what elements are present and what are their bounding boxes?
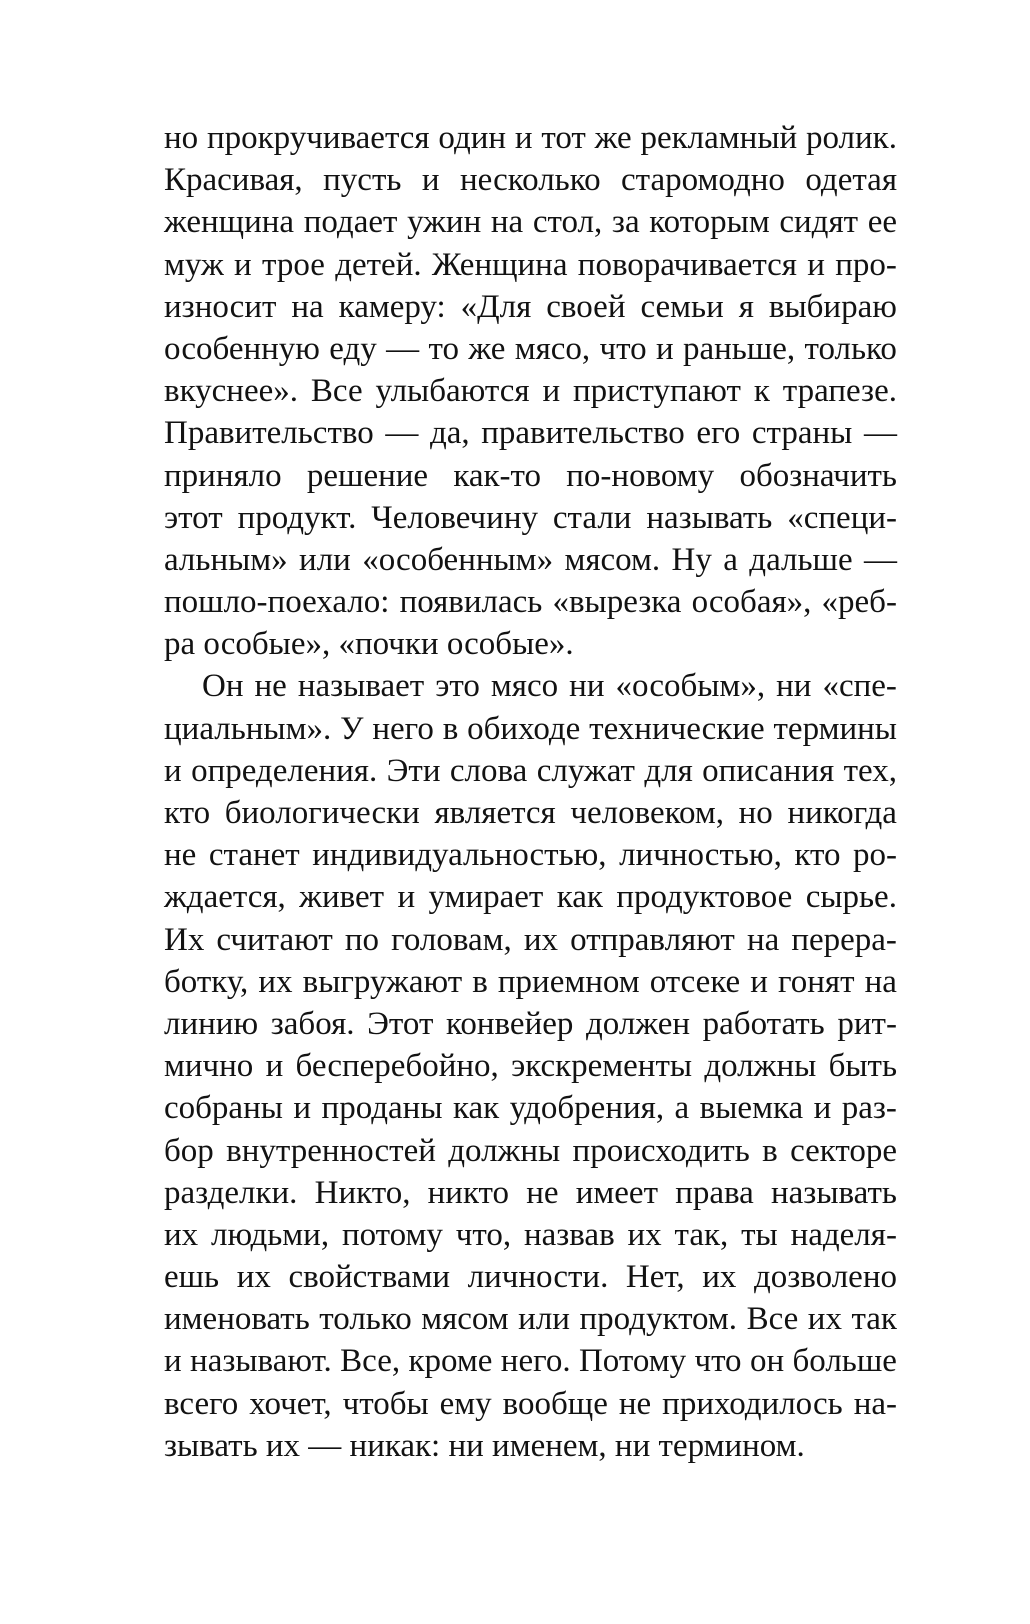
- word: в: [472, 963, 488, 1000]
- word: называют.: [190, 1343, 332, 1380]
- paragraph: [164, 665, 897, 1467]
- word: в: [442, 710, 459, 747]
- word: Все: [310, 373, 363, 410]
- word: проданы: [321, 1090, 443, 1127]
- word: происходить: [572, 1132, 750, 1169]
- word: только: [804, 330, 897, 367]
- word: мясо: [490, 668, 559, 705]
- word: «особым»,: [615, 668, 766, 705]
- word: выемка: [699, 1090, 804, 1127]
- word: износит: [164, 288, 277, 325]
- word: него: [372, 710, 434, 747]
- word: то: [428, 330, 459, 367]
- word: сырье.: [805, 879, 897, 916]
- word: мясом: [421, 1301, 509, 1338]
- word: муж: [164, 246, 224, 283]
- word: ее: [867, 204, 897, 241]
- word: потому: [341, 1216, 443, 1253]
- word: продуктом.: [579, 1301, 738, 1338]
- text-line: [164, 876, 897, 918]
- text-line: [164, 455, 897, 497]
- word: ни: [569, 668, 605, 705]
- word: чтобы: [342, 1385, 429, 1422]
- word: и: [164, 752, 182, 789]
- word: определения.: [191, 752, 378, 789]
- word: альным»: [164, 541, 288, 578]
- word: за: [611, 204, 640, 241]
- word: ешь: [164, 1259, 220, 1296]
- word: работать: [702, 1005, 825, 1042]
- word: продуктовое: [616, 879, 793, 916]
- word: продукт.: [237, 499, 357, 536]
- word: «спе-: [822, 668, 897, 705]
- word: является: [434, 795, 556, 831]
- word: же: [594, 120, 632, 156]
- word: один: [438, 120, 507, 156]
- word: и: [164, 1343, 182, 1380]
- word: человеком,: [570, 795, 724, 831]
- word: Ну: [671, 541, 712, 578]
- word: и: [234, 246, 252, 283]
- word: удобрения,: [509, 1090, 665, 1127]
- word: Все,: [340, 1343, 401, 1380]
- word: дозволено: [753, 1259, 897, 1296]
- word: поворачивается: [577, 246, 797, 283]
- word: подает: [303, 204, 398, 241]
- word: или: [518, 1301, 570, 1338]
- word: и: [542, 373, 561, 410]
- word: мясом.: [564, 541, 661, 578]
- word: женщина: [164, 204, 295, 241]
- word: должны: [704, 1048, 817, 1085]
- word: ро-: [852, 837, 897, 874]
- word: камеру:: [338, 288, 446, 325]
- word: ты: [741, 1216, 778, 1253]
- word: приступают: [573, 373, 741, 410]
- word: конвейер: [446, 1005, 574, 1042]
- text-line: [164, 117, 897, 159]
- word: называет: [297, 668, 425, 705]
- text-line: [164, 1130, 897, 1172]
- word: что,: [455, 1216, 512, 1253]
- word: не: [254, 668, 287, 705]
- word: трое: [262, 246, 325, 283]
- text-line: [164, 539, 897, 581]
- word: в: [762, 1132, 778, 1169]
- word: своей: [546, 288, 626, 325]
- word: секторе: [790, 1132, 897, 1169]
- word: никто: [427, 1174, 510, 1211]
- word: только: [319, 1301, 412, 1338]
- word: наделя-: [790, 1216, 897, 1253]
- text-line: [164, 961, 897, 1003]
- word: особенную: [164, 330, 320, 367]
- word: его: [696, 415, 741, 452]
- word: к: [753, 373, 770, 410]
- word: «особенным»: [362, 541, 554, 578]
- word: семьи: [640, 288, 724, 325]
- text-line: [164, 328, 897, 370]
- word: термины: [773, 710, 897, 747]
- word: старомодно: [621, 162, 785, 199]
- word: должен: [586, 1005, 691, 1042]
- text-line: зывать их — никак: ни именем, ни термином.: [164, 1427, 805, 1464]
- word: на: [746, 921, 780, 958]
- word: стали: [552, 499, 632, 536]
- word: головам,: [391, 921, 512, 958]
- word: экскременты: [511, 1048, 693, 1085]
- word: детей.: [335, 246, 422, 283]
- word: их: [807, 1301, 842, 1338]
- word: индивидуальностью,: [312, 837, 607, 874]
- word: их: [627, 1216, 662, 1253]
- word: описания: [702, 752, 835, 789]
- word: а: [674, 1090, 690, 1127]
- word: так: [851, 1301, 897, 1338]
- word: личностью,: [619, 837, 782, 874]
- word: биологически: [224, 795, 420, 831]
- word: на: [490, 204, 524, 241]
- word: имеет: [575, 1174, 658, 1211]
- word: приемном: [497, 963, 640, 1000]
- word: мично: [164, 1048, 254, 1085]
- word: —: [386, 330, 420, 367]
- word: кто: [164, 795, 211, 831]
- text-line: [164, 1256, 897, 1298]
- word: людьми,: [211, 1216, 330, 1253]
- word: Нет,: [625, 1259, 685, 1296]
- text-line: [164, 159, 897, 201]
- text-line: [164, 1045, 897, 1087]
- word: ужин: [407, 204, 482, 241]
- word: еду: [329, 330, 377, 367]
- text-line: [164, 834, 897, 876]
- text-line: ра особые», «почки особые».: [164, 626, 574, 663]
- word: линию: [164, 1005, 259, 1042]
- word: раз-: [841, 1090, 897, 1127]
- word: на-: [853, 1385, 897, 1422]
- word: Все: [746, 1301, 799, 1338]
- text-line: [164, 370, 897, 412]
- word: бесперебойно,: [295, 1048, 499, 1085]
- word: Потому: [578, 1343, 687, 1380]
- word: как: [452, 1090, 500, 1127]
- text-line: [164, 412, 897, 454]
- word: приняло: [164, 457, 282, 494]
- word: а: [723, 541, 738, 578]
- word: кроме: [408, 1343, 493, 1380]
- word: забоя.: [270, 1005, 355, 1042]
- word: их: [523, 921, 559, 958]
- word: внутренностей: [226, 1132, 436, 1169]
- word: и: [421, 162, 440, 199]
- word: должны: [448, 1132, 561, 1169]
- word: и: [514, 120, 533, 156]
- word: улыбаются: [375, 373, 530, 410]
- text-line: [164, 665, 897, 707]
- word: больше: [792, 1343, 897, 1380]
- word: отправляют: [570, 921, 735, 958]
- word: по: [344, 921, 380, 958]
- text-line: [164, 286, 897, 328]
- word: Этот: [367, 1005, 434, 1042]
- word: кто: [794, 837, 841, 874]
- text-line: [164, 1340, 897, 1382]
- word: раньше,: [682, 330, 796, 367]
- word: —: [385, 415, 419, 452]
- word: умирает: [428, 879, 544, 916]
- text-line: [164, 792, 897, 834]
- word: и: [655, 330, 674, 367]
- word: которым: [649, 204, 770, 241]
- text-line: [164, 919, 897, 961]
- word: слова: [449, 752, 528, 789]
- text-line: [164, 1383, 897, 1425]
- word: и: [813, 1090, 832, 1127]
- word: их: [164, 1216, 199, 1253]
- word: же: [468, 330, 506, 367]
- word: станет: [208, 837, 300, 874]
- text-line: [164, 497, 897, 539]
- text-line: [164, 708, 897, 750]
- word: ему: [439, 1385, 492, 1422]
- word: что: [694, 1343, 742, 1380]
- word: Он: [202, 668, 244, 705]
- word: выгружают: [302, 963, 463, 1000]
- page-text-column: [164, 117, 897, 1467]
- text-line: [164, 1087, 897, 1129]
- text-line: [164, 1003, 897, 1045]
- word: и: [397, 879, 416, 916]
- word: что: [599, 330, 647, 367]
- text-line: [164, 1172, 897, 1214]
- word: собраны: [164, 1090, 283, 1127]
- word: одетая: [805, 162, 897, 199]
- word: Человечину: [371, 499, 538, 536]
- word: несколько: [460, 162, 601, 199]
- word: особая»,: [691, 584, 812, 621]
- word: приходилось: [662, 1385, 843, 1422]
- word: не: [618, 1385, 652, 1422]
- text-line: [164, 1298, 897, 1340]
- word: права: [675, 1174, 754, 1211]
- word: не: [526, 1174, 559, 1211]
- word: решение: [306, 457, 429, 494]
- word: он: [749, 1343, 785, 1380]
- word: технические: [589, 710, 765, 747]
- word: дальше: [749, 541, 853, 578]
- word: называть: [646, 499, 773, 536]
- word: вообще: [502, 1385, 608, 1422]
- word: правительство: [481, 415, 685, 452]
- word: прокручивается: [206, 120, 430, 156]
- word: трапезе.: [782, 373, 897, 410]
- word: гонят: [778, 963, 855, 1000]
- word: да,: [429, 415, 470, 452]
- word: —: [863, 415, 897, 452]
- word: вкуснее».: [164, 373, 298, 410]
- word: назвав: [523, 1216, 615, 1253]
- word: про-: [835, 246, 897, 283]
- word: обозначить: [739, 457, 897, 494]
- word: —: [863, 541, 897, 578]
- word: обиходе: [467, 710, 581, 747]
- word: ни: [776, 668, 812, 705]
- word: служат: [536, 752, 635, 789]
- word: отсеке: [649, 963, 741, 1000]
- word: никогда: [787, 795, 897, 831]
- word: и: [293, 1090, 312, 1127]
- word: считают: [216, 921, 333, 958]
- word: бор: [164, 1132, 214, 1169]
- word: «реб-: [821, 584, 897, 621]
- word: Никто,: [314, 1174, 411, 1211]
- word: как: [556, 879, 603, 916]
- text-line: [164, 244, 897, 286]
- word: ждается,: [164, 879, 286, 916]
- word: появилась: [399, 584, 543, 621]
- word: циальным».: [164, 710, 332, 747]
- text-line: [164, 201, 897, 243]
- word: тот: [541, 120, 586, 156]
- word: и: [807, 246, 825, 283]
- word: Их: [164, 921, 205, 958]
- word: У: [340, 710, 364, 747]
- word: «Для: [460, 288, 532, 325]
- word: на: [291, 288, 324, 325]
- word: их: [236, 1259, 271, 1296]
- word: и: [265, 1048, 284, 1085]
- word: для: [644, 752, 693, 789]
- word: тех,: [843, 752, 897, 789]
- word: как-то: [453, 457, 542, 494]
- word: именовать: [164, 1301, 310, 1338]
- word: но: [738, 795, 773, 831]
- word: мясо,: [514, 330, 591, 367]
- word: свойствами: [288, 1259, 451, 1296]
- word: живет: [299, 879, 385, 916]
- word: «специ-: [787, 499, 897, 536]
- word: Эти: [386, 752, 441, 789]
- word: Красивая,: [164, 162, 303, 199]
- word: называть: [770, 1174, 897, 1211]
- word: на: [864, 963, 897, 1000]
- word: их: [702, 1259, 737, 1296]
- word: страны: [751, 415, 853, 452]
- word: пошло-поехало:: [164, 584, 390, 621]
- word: ролик.: [805, 120, 897, 156]
- word: всего: [164, 1385, 239, 1422]
- text-line: [164, 1214, 897, 1256]
- paragraph: [164, 117, 897, 665]
- word: и: [750, 963, 768, 1000]
- word: хочет,: [249, 1385, 332, 1422]
- word: выбираю: [768, 288, 897, 325]
- word: или: [299, 541, 351, 578]
- word: сидят: [779, 204, 859, 241]
- word: быть: [828, 1048, 897, 1085]
- word: перера-: [791, 921, 897, 958]
- text-line: [164, 750, 897, 792]
- word: этот: [164, 499, 223, 536]
- word: пусть: [323, 162, 402, 199]
- word: но: [164, 120, 199, 156]
- word: разделки.: [164, 1174, 298, 1211]
- word: рит-: [837, 1005, 897, 1042]
- word: него.: [500, 1343, 571, 1380]
- word: это: [435, 668, 480, 705]
- word: «вырезка: [552, 584, 682, 621]
- word: их: [258, 963, 293, 1000]
- word: Правительство: [164, 415, 374, 452]
- word: Женщина: [431, 246, 568, 283]
- word: так,: [674, 1216, 729, 1253]
- word: не: [164, 837, 197, 874]
- word: личности.: [467, 1259, 609, 1296]
- text-line: [164, 581, 897, 623]
- word: я: [738, 288, 754, 325]
- word: ботку,: [164, 963, 249, 1000]
- word: по-новому: [566, 457, 715, 494]
- word: рекламный: [640, 120, 798, 156]
- word: стол,: [532, 204, 603, 241]
